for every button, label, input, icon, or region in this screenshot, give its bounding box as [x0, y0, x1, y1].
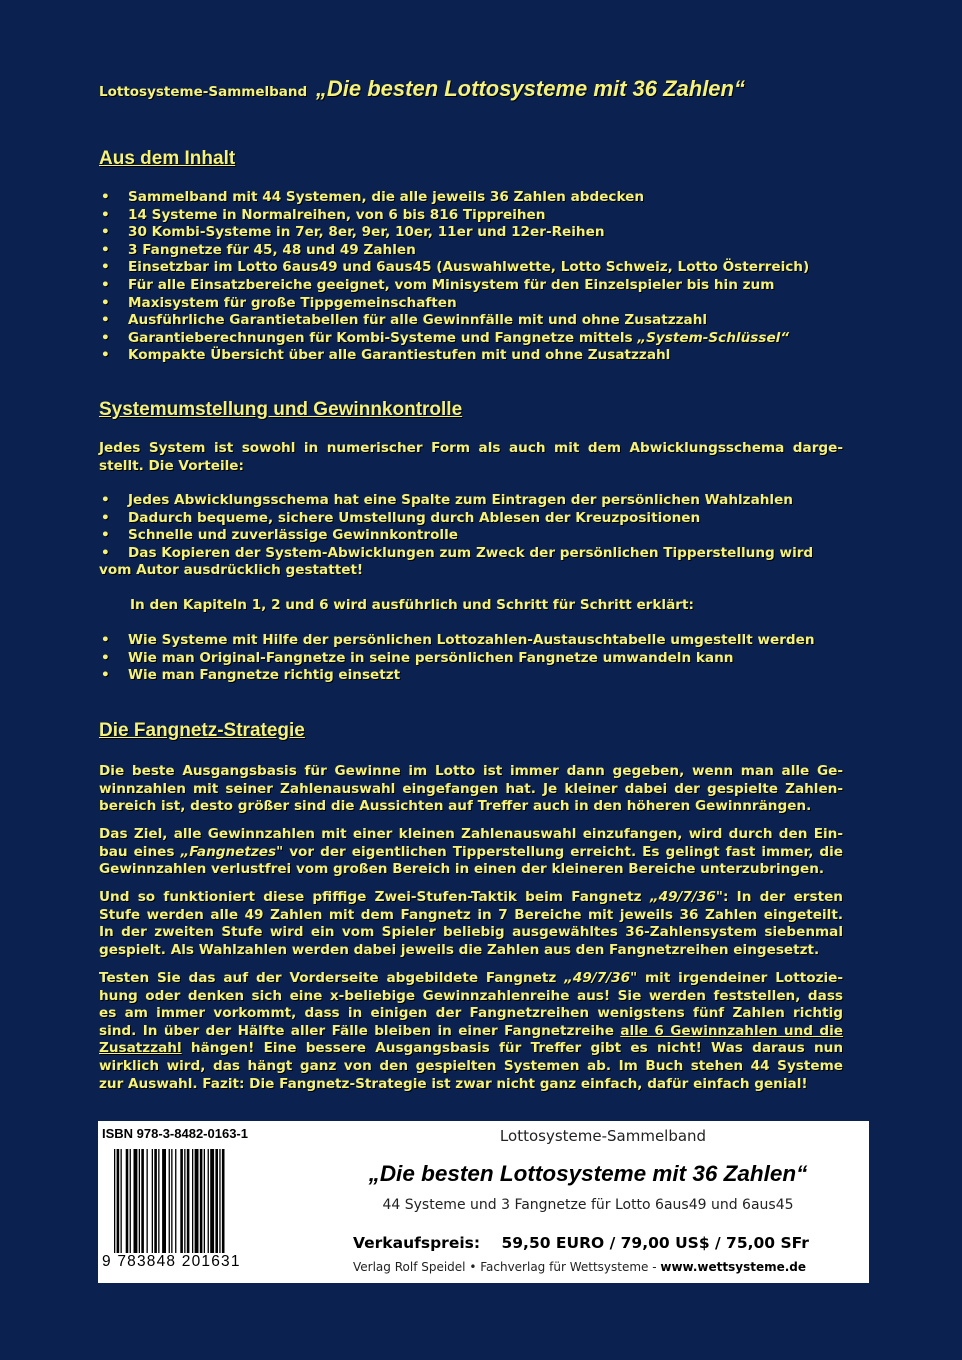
- text-line: [99, 889, 843, 907]
- list-item: • 30 Kombi-Systeme in 7er, 8er, 9er, 10er, 11er und 12er-Reihen: [99, 224, 809, 242]
- text-line: [99, 970, 843, 988]
- list-item: • Für alle Einsatzbereiche geeignet, vom Minisystem für den Einzelspieler bis hin zum: [99, 277, 809, 295]
- barcode-bar: [175, 1149, 176, 1253]
- barcode-bar: [219, 1149, 220, 1253]
- fangnetz-code: „49/7/36: [564, 970, 631, 986]
- barcode-bar: [210, 1149, 214, 1253]
- text-fragment: bau eines: [99, 843, 181, 860]
- list-item-continuation: [99, 295, 809, 313]
- barcode: [114, 1149, 260, 1253]
- text-fragment: Testen Sie das auf der Vorderseite abgebildete Fangnetz: [99, 970, 565, 986]
- book-title: „Die besten Lottosysteme mit 36 Zahlen“: [368, 1161, 808, 1186]
- barcode-bar: [171, 1149, 172, 1253]
- list-item: • Kompakte Übersicht über alle Garantiestufen mit und ohne Zusatzzahl: [99, 347, 809, 365]
- barcode-number: 9 783848 201631: [102, 1253, 241, 1270]
- barcode-bar: [117, 1149, 120, 1253]
- barcode-bar: [184, 1149, 185, 1253]
- barcode-bar: [141, 1149, 144, 1253]
- barcode-bar: [222, 1149, 225, 1253]
- text-line: Stufe werden alle 49 Zahlen mit dem Fangnetz in 7 Bereiche mit jeweils 36 Zahlen eingeteilt.: [99, 906, 843, 923]
- text-line: zur Auswahl. Fazit: Die Fangnetz-Strategie ist zwar nicht ganz einfach, dafür einfach genial!: [99, 1075, 808, 1092]
- text-line: [99, 844, 843, 862]
- fangnetz-paragraph-2: [99, 826, 843, 879]
- text-fragment: ": In der ersten: [715, 889, 843, 905]
- vorteile-continuation: [99, 562, 843, 580]
- barcode-bar: [187, 1149, 190, 1253]
- list-item: • Wie Systeme mit Hilfe der persönlichen Lottozahlen-Austauschtabelle umgestellt werden: [99, 632, 815, 650]
- list-item: • Ausführliche Garantietabellen für alle Gewinnfälle mit und ohne Zusatzzahl: [99, 312, 809, 330]
- text-line: es am immer vorkommt, dass in einigen der Fangnetzreihen wenigstens fünf Zahlen richtig: [99, 1005, 843, 1022]
- website-link[interactable]: www.wettsysteme.de: [660, 1260, 807, 1274]
- barcode-bar: [215, 1149, 218, 1253]
- text-line: wirklich wird, das hängt ganz von den gespielten Systemen ab. Im Buch stehen 44 Systeme: [99, 1057, 843, 1074]
- header-title: [99, 76, 745, 102]
- list-item: • Wie man Original-Fangnetze in seine persönlichen Fangnetze umwandeln kann: [99, 650, 815, 668]
- text-line: Das Ziel, alle Gewinnzahlen mit einer kleinen Zahlenauswahl einzufangen, wird durch den Ein-: [99, 826, 843, 842]
- fangnetz-paragraph-3: [99, 889, 843, 959]
- header-prefix: Lottosysteme-Sammelband: [99, 84, 308, 100]
- text-line: In der zweiten Stufe wird ein vom Spieler beliebig ausgewähltes 36-Zahlensystem siebenmal: [99, 924, 843, 941]
- barcode-bar: [130, 1149, 131, 1253]
- chapters-intro: [99, 597, 843, 615]
- fangnetz-code: „49/7/36: [649, 889, 716, 905]
- barcode-bar: [139, 1149, 140, 1253]
- text-fragment: Und so funktioniert diese pfiffige Zwei-Stufen-Taktik beim Fangnetz: [99, 889, 650, 905]
- text-line: [99, 1023, 843, 1041]
- underlined-text: alle 6 Gewinnzahlen und die: [620, 1022, 843, 1039]
- barcode-bar: [195, 1149, 199, 1253]
- list-item: • 3 Fangnetze für 45, 48 und 49 Zahlen: [99, 242, 809, 260]
- barcode-bar: [200, 1149, 203, 1253]
- list-item: [99, 330, 809, 348]
- inhalt-list: [99, 189, 809, 365]
- list-item: • Jedes Abwicklungsschema hat eine Spalte zum Eintragen der persönlichen Wahlzahlen: [99, 492, 813, 510]
- text-fragment: " vor der eigentlichen Tipperstellung erreicht. Es gelingt fast immer, die: [276, 843, 843, 860]
- fangnetz-paragraph-1: [99, 763, 843, 816]
- book-subtitle: 44 Systeme und 3 Fangnetze für Lotto 6aus49 und 6aus45: [382, 1197, 794, 1213]
- systemumstellung-intro: [99, 440, 843, 475]
- price-label: Verkaufspreis:: [353, 1234, 481, 1252]
- barcode-bar: [154, 1149, 157, 1253]
- barcode-bar: [147, 1149, 148, 1253]
- text-fragment: sind. In über der Hälfte aller Fälle bleiben in einer Fangnetzreihe: [99, 1022, 621, 1039]
- list-item: • Schnelle und zuverlässige Gewinnkontrolle: [99, 527, 813, 545]
- barcode-bar: [192, 1149, 193, 1253]
- text-line: Die beste Ausgangsbasis für Gewinne im Lotto ist immer dann gegeben, wenn man alle Ge-: [99, 763, 843, 779]
- barcode-bar: [114, 1149, 115, 1253]
- list-item: • 14 Systeme in Normalreihen, von 6 bis 816 Tippreihen: [99, 207, 809, 225]
- list-item: • Sammelband mit 44 Systemen, die alle jeweils 36 Zahlen abdecken: [99, 189, 809, 207]
- price-value: 59,50 EURO / 79,00 US$ / 75,00 SFr: [501, 1234, 809, 1252]
- text-line: Gewinnzahlen verlustfrei vom großen Bereich in einen der kleineren Bereiche unterzubringen.: [99, 861, 825, 878]
- barcode-bar: [162, 1149, 166, 1253]
- barcode-bar: [169, 1149, 170, 1253]
- barcode-bar: [126, 1149, 129, 1253]
- text-line: gespielt. Als Wahlzahlen werden dabei jeweils die Zahlen aus den Fangnetzreihen eingesetzt.: [99, 941, 820, 958]
- text-fragment: " mit irgendeiner Lottozie-: [630, 970, 843, 986]
- header-book-title: „Die besten Lottosysteme mit 36 Zahlen“: [315, 76, 745, 101]
- fangnetz-paragraph-4: [99, 970, 843, 1093]
- list-item: • Das Kopieren der System-Abwicklungen zum Zweck der persönlichen Tipperstellung wird: [99, 545, 813, 563]
- series-name: Lottosysteme-Sammelband: [499, 1127, 707, 1145]
- section-heading-fangnetz: Die Fangnetz-Strategie: [99, 720, 305, 741]
- publisher-name: Verlag Rolf Speidel • Fachverlag für Wettsysteme -: [353, 1260, 661, 1274]
- barcode-bar: [134, 1149, 138, 1253]
- barcode-bar: [158, 1149, 159, 1253]
- fangnetzes-term: „Fangnetzes: [180, 843, 277, 860]
- text-line: hung oder denken sich eine x-beliebige Gewinnzahlenreihe aus! Sie werden feststellen, dass: [99, 987, 843, 1004]
- text-line: stellt. Die Vorteile:: [99, 457, 244, 474]
- text-line: In den Kapiteln 1, 2 und 6 wird ausführlich und Schritt für Schritt erklärt:: [130, 597, 694, 613]
- list-item: • Einsetzbar im Lotto 6aus49 und 6aus45 (Auswahlwette, Lotto Schweiz, Lotto Österreich): [99, 259, 809, 277]
- system-schluessel-term: „System-Schlüssel“: [637, 329, 790, 346]
- chapters-list: [99, 632, 815, 685]
- section-heading-inhalt: Aus dem Inhalt: [99, 148, 236, 169]
- barcode-bar: [208, 1149, 209, 1253]
- list-item-text: Garantieberechnungen für Kombi-Systeme und Fangnetze mittels: [128, 329, 638, 346]
- vorteile-list: [99, 492, 813, 562]
- text-fragment: hängen! Eine bessere Ausgangsbasis für Treffer gibt es nicht! Was daraus nun: [181, 1040, 843, 1057]
- text-line: Jedes System ist sowohl in numerischer Form als auch mit dem Abwicklungsschema darge-: [99, 440, 843, 456]
- barcode-bar: [180, 1149, 183, 1253]
- book-info-box: [98, 1121, 869, 1283]
- underlined-text: Zusatzzahl: [99, 1040, 182, 1057]
- text-line: [99, 1040, 843, 1058]
- list-item-text: Maxisystem für große Tippgemeinschaften: [128, 294, 457, 311]
- price: [353, 1234, 809, 1252]
- barcode-bar: [121, 1149, 122, 1253]
- isbn: ISBN 978-3-8482-0163-1: [102, 1126, 248, 1141]
- list-item: • Wie man Fangnetze richtig einsetzt: [99, 667, 815, 685]
- barcode-bar: [204, 1149, 205, 1253]
- list-item: • Dadurch bequeme, sichere Umstellung durch Ablesen der Kreuzpositionen: [99, 510, 813, 528]
- barcode-bar: [152, 1149, 153, 1253]
- text-line: bereich ist, desto größer sind die Aussichten auf Treffer auch in den höheren Gewinnrängen.: [99, 798, 812, 815]
- publisher: [353, 1260, 806, 1274]
- text-line: winnzahlen mit seiner Zahlenauswahl eingefangen hat. Je kleiner dabei der gespielte Zahlen-: [99, 780, 843, 797]
- section-heading-systemumstellung: Systemumstellung und Gewinnkontrolle: [99, 399, 463, 420]
- text-line: vom Autor ausdrücklich gestattet!: [99, 562, 364, 578]
